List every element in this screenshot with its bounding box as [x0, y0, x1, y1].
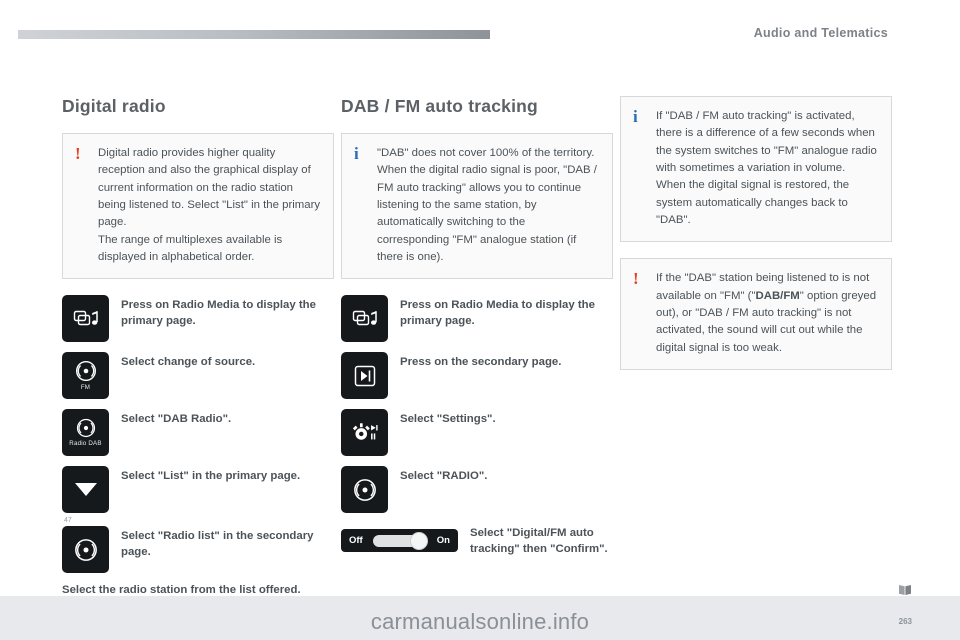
step-label: Select "RADIO".	[400, 470, 488, 483]
note-paragraph: The range of multiplexes available is displayed in alphabetical order.	[98, 233, 283, 263]
note-digital-radio	[62, 133, 334, 279]
note-post: " option greyed out), or "DAB / FM auto tracking" is not activated, the sound will cut out while the digital signal is too weak.	[656, 289, 877, 354]
note-signal-cutout-warning	[620, 258, 892, 370]
note-paragraph: Digital radio provides higher quality reception and also the graphical display of current information on the radio station being listened to. Select "List" in the primary page.	[98, 147, 321, 229]
left-column	[62, 96, 334, 599]
section-title-dab-fm-auto-tracking: DAB / FM auto tracking	[341, 96, 538, 116]
radio-media-icon[interactable]	[341, 295, 388, 342]
book-icon	[898, 584, 912, 596]
section-title-digital-radio: Digital radio	[62, 96, 166, 116]
off-on-toggle[interactable]	[341, 529, 458, 552]
note-digital-radio-text	[98, 145, 321, 266]
note-signal-cutout-text	[656, 270, 879, 357]
page-header-title: Audio and Telematics	[753, 26, 888, 40]
triangle-down-icon[interactable]	[62, 466, 109, 513]
note-paragraph: "DAB" does not cover 100% of the territory.	[377, 147, 595, 159]
fm-source-icon[interactable]	[62, 352, 109, 399]
step-select-list-primary	[62, 466, 334, 513]
step-select-dab-radio	[62, 409, 334, 456]
warning-icon: !	[633, 269, 639, 289]
step-press-radio-media-2	[341, 295, 613, 342]
toggle-track[interactable]	[373, 535, 427, 547]
step-label: Select "List" in the primary page.	[121, 470, 301, 483]
step-label: Press on the secondary page.	[400, 356, 562, 369]
step-press-radio-media	[62, 295, 334, 342]
note-paragraph: When the digital signal is restored, the system automatically changes back to "DAB".	[656, 179, 850, 226]
radio-waves-icon[interactable]	[341, 466, 388, 513]
step-press-secondary-page	[341, 352, 613, 399]
right-column	[620, 96, 892, 370]
settings-gear-icon[interactable]	[341, 409, 388, 456]
step-label: Select change of source.	[121, 356, 256, 369]
radio-list-icon[interactable]	[62, 526, 109, 573]
step-label: Select "Digital/FM auto tracking" then "Confirm".	[470, 527, 608, 556]
watermark: carmanualsonline.info	[370, 609, 590, 634]
step-label: Select "DAB Radio".	[121, 413, 232, 426]
toggle-knob[interactable]	[410, 532, 428, 550]
note-paragraph: When the digital radio signal is poor, "DAB / FM auto tracking" allows you to continue listening to the same station, by automatically switching to the corresponding "FM" analogue station (if there is one).	[377, 164, 597, 263]
note-paragraph: If "DAB / FM auto tracking" is activated, there is a difference of a few seconds when the system switches to "FM" analogue radio with sometimes a variation in volume.	[656, 110, 877, 174]
mini-marker: 47	[64, 517, 72, 525]
info-icon: i	[633, 107, 638, 126]
toggle-off-label: Off	[349, 535, 363, 547]
radio-dab-icon[interactable]	[62, 409, 109, 456]
step-label: Press on Radio Media to display the primary page.	[121, 299, 316, 328]
triangle-shape	[75, 483, 97, 496]
note-dab-coverage	[341, 133, 613, 279]
radio-media-icon[interactable]	[62, 295, 109, 342]
note-paragraph	[656, 270, 879, 357]
step-select-radio-list	[62, 526, 334, 573]
info-icon: i	[354, 144, 359, 163]
toggle-on-label: On	[436, 535, 450, 547]
step-select-radio	[341, 466, 613, 513]
header-accent-bar	[18, 30, 490, 39]
step-select-settings	[341, 409, 613, 456]
note-bold: DAB/FM	[755, 289, 800, 302]
note-pre: If the "DAB" station being listened to is not available on "FM" ("	[656, 272, 870, 302]
middle-steps-list	[341, 295, 613, 558]
page-number: 263	[898, 617, 912, 626]
step-label: Press on Radio Media to display the primary page.	[400, 299, 595, 328]
middle-column	[341, 96, 613, 568]
step-label: Select "Settings".	[400, 413, 496, 426]
left-footer-note: Select the radio station from the list offered.	[62, 584, 301, 597]
tile-caption: Radio DAB	[69, 440, 102, 448]
note-dab-coverage-text	[377, 145, 600, 266]
note-auto-tracking-delay-text	[656, 108, 879, 229]
tile-caption: FM	[80, 384, 91, 392]
step-select-change-source	[62, 352, 334, 399]
step-label: Select "Radio list" in the secondary page.	[121, 530, 314, 559]
secondary-page-icon[interactable]	[341, 352, 388, 399]
left-steps-list	[62, 295, 334, 573]
step-toggle-digital-fm-auto-tracking	[341, 523, 613, 558]
warning-icon: !	[75, 144, 81, 163]
note-auto-tracking-delay	[620, 96, 892, 242]
